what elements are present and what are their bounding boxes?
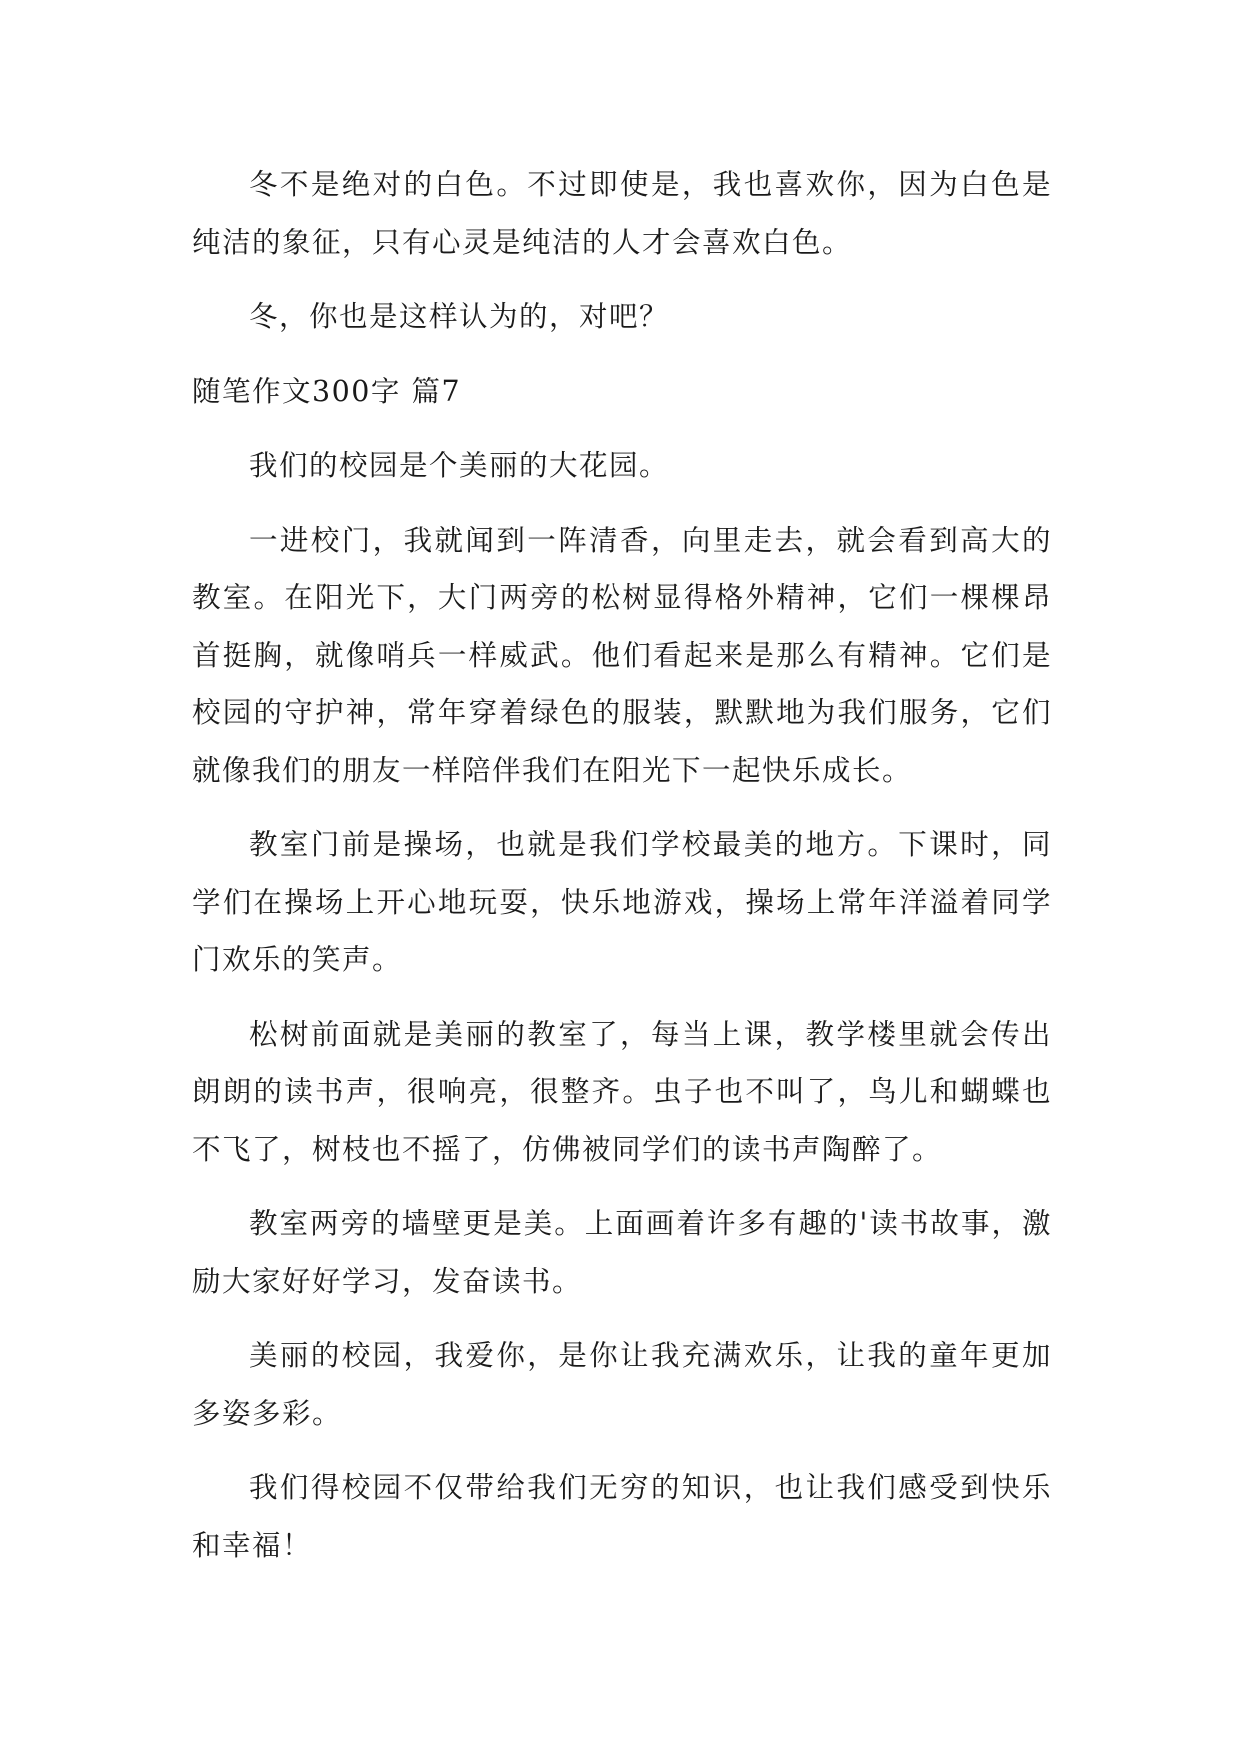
document-body <box>192 156 1052 1591</box>
paragraph: 教室两旁的墙壁更是美。上面画着许多有趣的'读书故事，激励大家好好学习，发奋读书。 <box>192 1207 1052 1298</box>
paragraph: 松树前面就是美丽的教室了，每当上课，教学楼里就会传出朗朗的读书声，很响亮，很整齐。虫子也不叫了，鸟儿和蝴蝶也不飞了，树枝也不摇了，仿佛被同学们的读书声陶醉了。 <box>192 1017 1052 1166</box>
paragraph: 一进校门，我就闻到一阵清香，向里走去，就会看到高大的教室。在阳光下，大门两旁的松树显得格外精神，它们一棵棵昂首挺胸，就像哨兵一样威武。他们看起来是那么有精神。它们是校园的守护神，常年穿着绿色的服装，默默地为我们服务，它们就像我们的朋友一样陪伴我们在阳光下一起快乐成长。 <box>192 523 1052 787</box>
paragraph: 美丽的校园，我爱你，是你让我充满欢乐，让我的童年更加多姿多彩。 <box>192 1339 1052 1430</box>
paragraph: 我们的校园是个美丽的大花园。 <box>249 449 670 482</box>
section-heading: 随笔作文300字 篇7 <box>192 374 462 408</box>
paragraph: 冬，你也是这样认为的，对吧？ <box>249 300 670 333</box>
paragraph: 冬不是绝对的白色。不过即使是，我也喜欢你，因为白色是纯洁的象征，只有心灵是纯洁的人才会喜欢白色。 <box>192 168 1052 259</box>
paragraph: 教室门前是操场，也就是我们学校最美的地方。下课时，同学们在操场上开心地玩耍，快乐地游戏，操场上常年洋溢着同学门欢乐的笑声。 <box>192 828 1052 976</box>
paragraph: 我们得校园不仅带给我们无穷的知识，也让我们感受到快乐和幸福！ <box>192 1471 1052 1562</box>
